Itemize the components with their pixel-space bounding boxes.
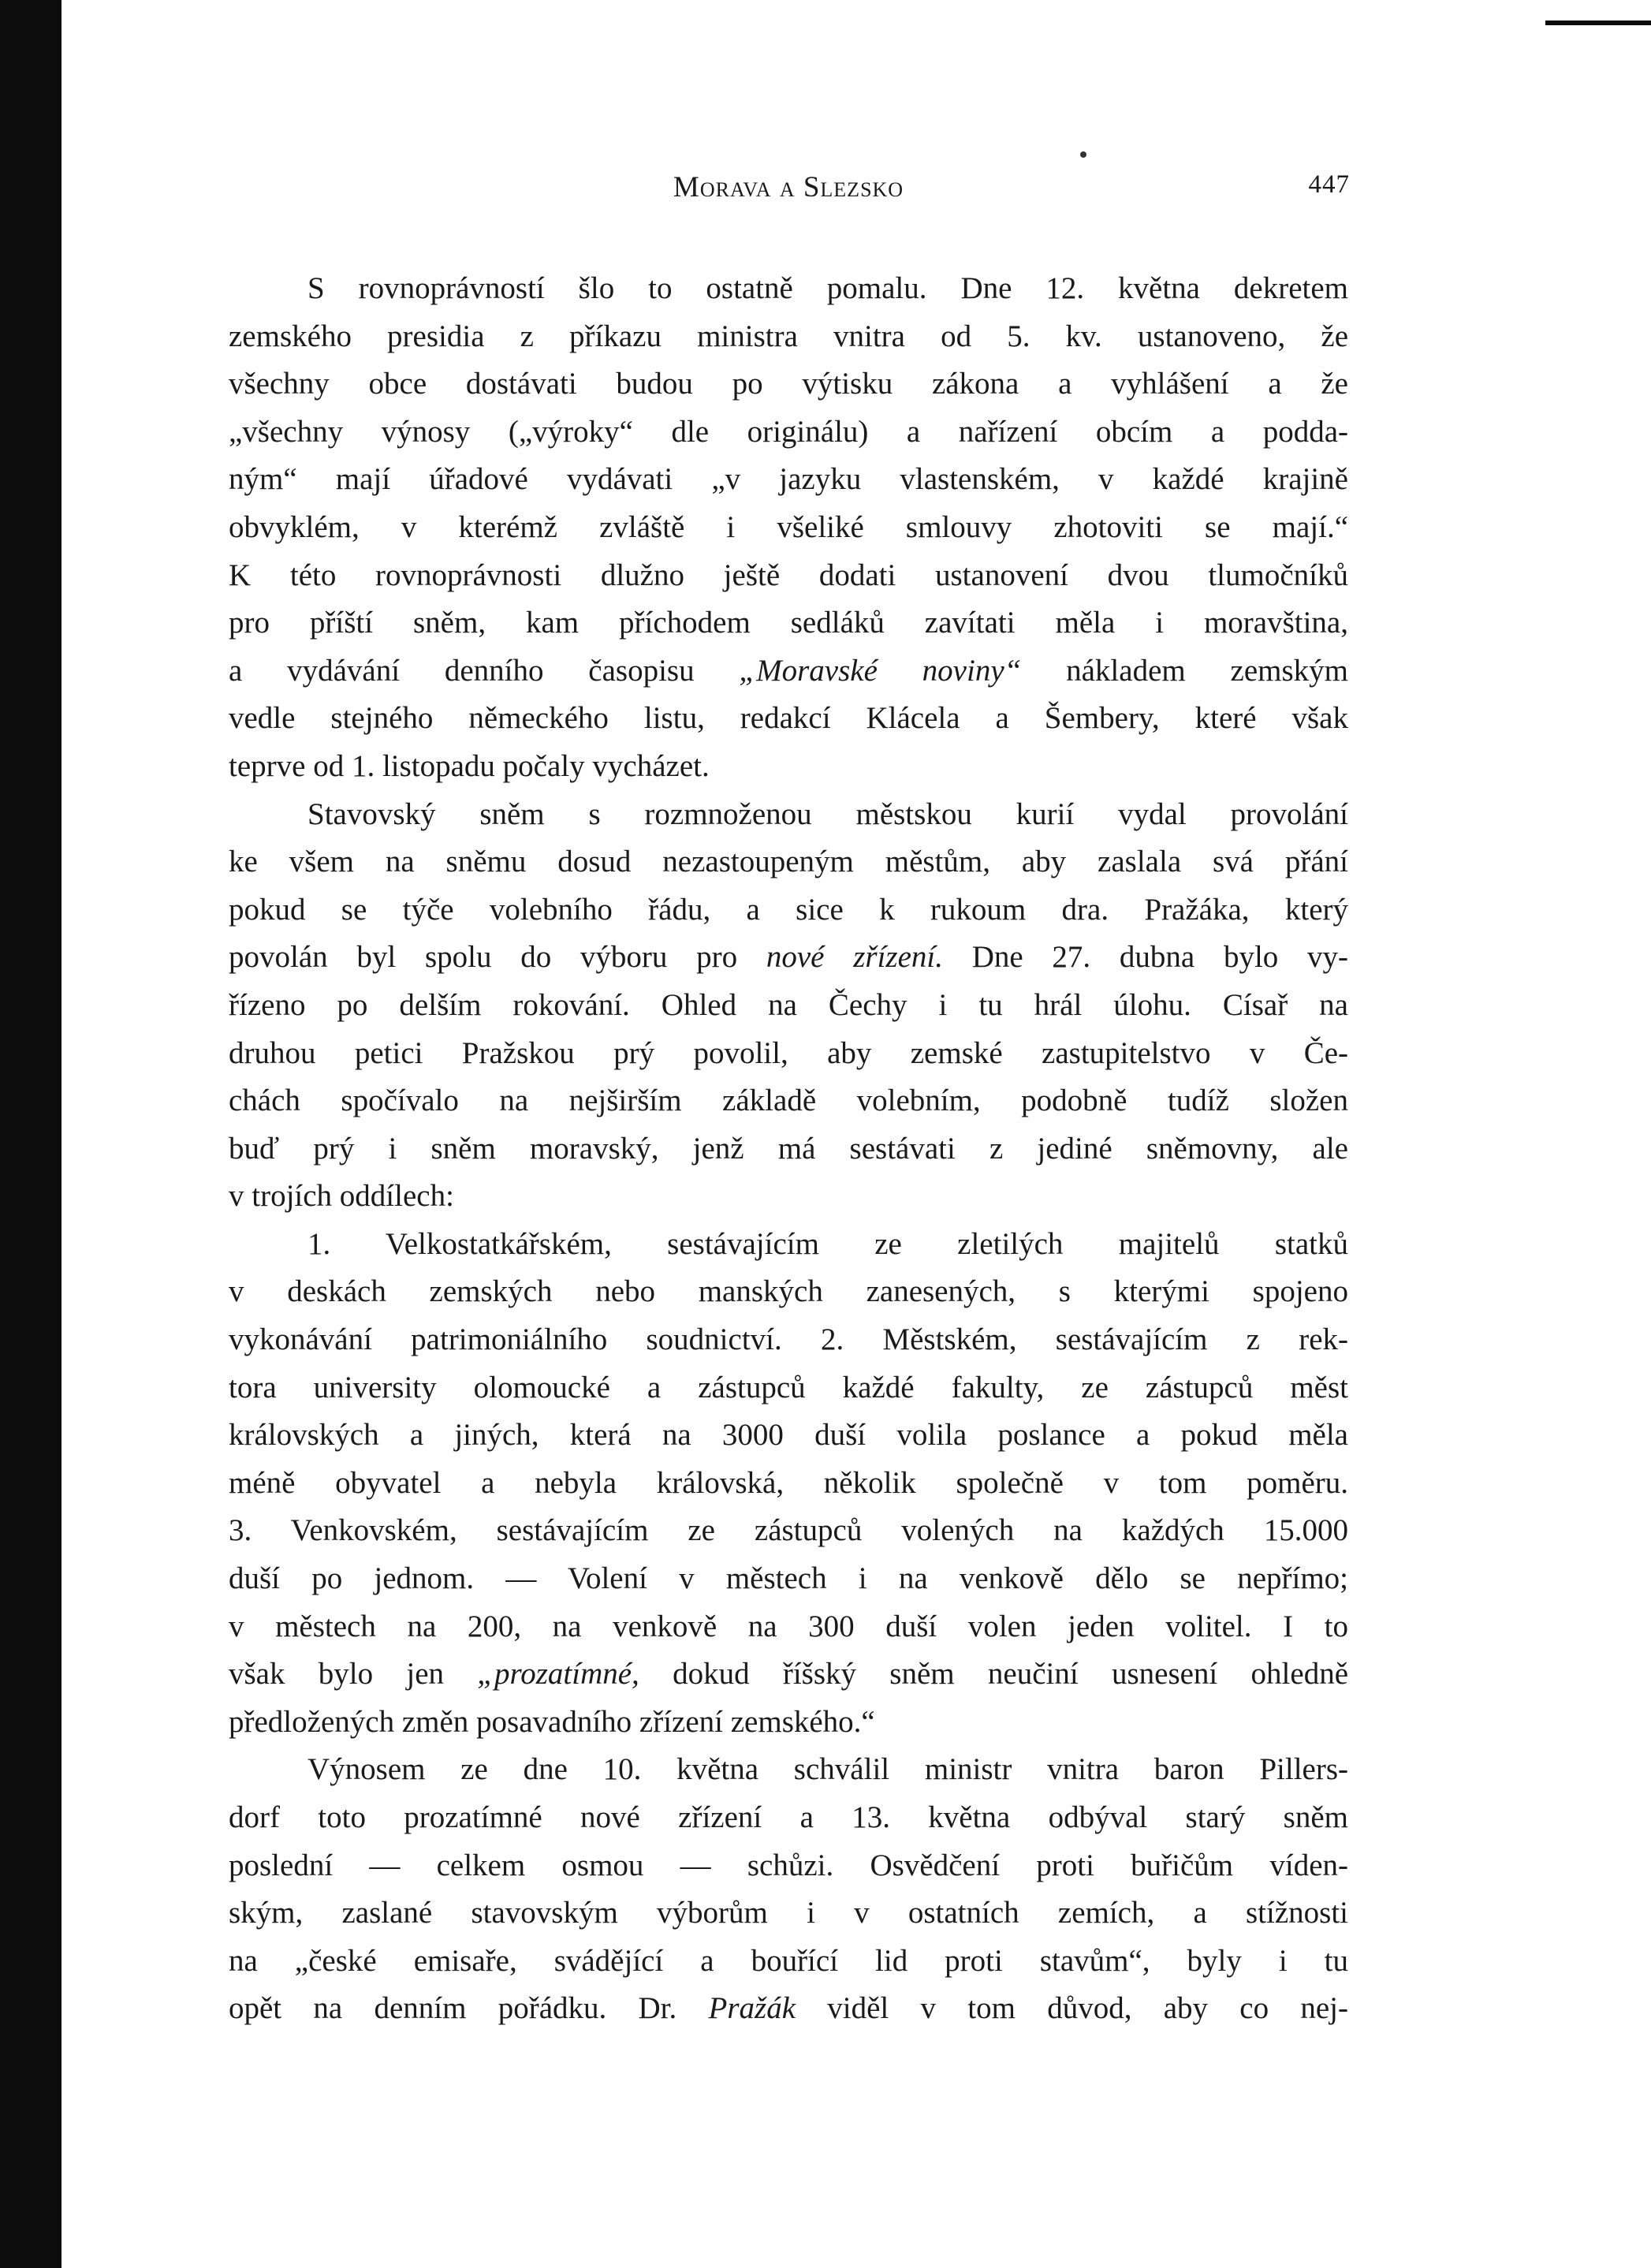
text-line: předložených změn posavadního zřízení zemského.“ — [229, 1704, 875, 1739]
text-line: vedle stejného německého listu, redakcí Klácela a Šembery, které však — [229, 701, 1348, 736]
text-line: druhou petici Pražskou prý povolil, aby zemské zastupitelstvo v Če- — [229, 1035, 1348, 1070]
text-span: Dne 27. dubna bylo vy- — [942, 940, 1348, 975]
text-line: teprve od 1. listopadu počaly vycházet. — [229, 748, 710, 783]
text-line: obvyklém, v kterémž zvláště i všeliké smlouvy zhotoviti se mají.“ — [229, 509, 1348, 544]
scan-top-edge — [1545, 21, 1651, 25]
text-span: viděl v tom důvod, aby co nej- — [796, 1991, 1348, 2026]
text-line: Výnosem ze dne 10. května schválil ministr vnitra baron Pillers- — [307, 1752, 1348, 1787]
text-line: chách spočívalo na nejširším základě volebním, podobně tudíž složen — [229, 1084, 1348, 1118]
text-line: dorf toto prozatímné nové zřízení a 13. května odbýval starý sněm — [229, 1800, 1348, 1834]
italic-span: „prozatímné, — [477, 1657, 639, 1692]
text-line: 1. Velkostatkářském, sestávajícím ze zletilých majitelů statků — [307, 1226, 1348, 1261]
text-line: řízeno po delším rokování. Ohled na Čechy i tu hrál úlohu. Císař na — [229, 987, 1348, 1022]
text-line: v deskách zemských nebo manských zanesených, s kterými spojeno — [229, 1274, 1348, 1309]
text-span: a vydávání denního časopisu — [229, 653, 740, 688]
text-span: povolán byl spolu do výboru pro — [229, 940, 766, 975]
running-head: Morava a Slezsko — [673, 171, 904, 203]
text-line: „všechny výnosy („výroky“ dle originálu) a nařízení obcím a podda- — [229, 414, 1348, 449]
text-line: ským, zaslané stavovským výborům i v ostatních zemích, a stížnosti — [229, 1896, 1348, 1930]
text-span: dokud říšský sněm neučiní usnesení ohledně — [639, 1657, 1348, 1692]
text-line: duší po jednom. — Volení v městech i na venkově dělo se nepřímo; — [229, 1561, 1348, 1596]
text-line: S rovnoprávností šlo to ostatně pomalu. Dne 12. května dekretem — [307, 271, 1348, 305]
text-line: v trojích oddílech: — [229, 1179, 454, 1214]
text-line — [229, 934, 1348, 982]
text-line: zemského presidia z příkazu ministra vnitra od 5. kv. ustanoveno, že — [229, 319, 1348, 353]
text-span: však bylo jen — [229, 1657, 478, 1692]
italic-span: Pražák — [708, 1991, 796, 2026]
text-line: K této rovnoprávnosti dlužno ještě dodati ustanovení dvou tlumočníků — [229, 558, 1348, 592]
page-number: 447 — [1308, 170, 1350, 199]
text-line: pro příští sněm, kam příchodem sedláků zavítati měla i moravština, — [229, 606, 1348, 640]
page-header — [229, 166, 1348, 213]
text-line: pokud se týče volebního řádu, a sice k rukoum dra. Pražáka, který — [229, 892, 1348, 927]
text-line: ke všem na sněmu dosud nezastoupeným městům, aby zaslala svá přání — [229, 845, 1348, 879]
text-line: méně obyvatel a nebyla královská, několik společně v tom poměru. — [229, 1465, 1348, 1500]
scan-left-border — [0, 0, 61, 2268]
text-line: ným“ mají úřadové vydávati „v jazyku vlastenském, v každé krajině — [229, 462, 1348, 497]
text-line: tora university olomoucké a zástupců každé fakulty, ze zástupců měst — [229, 1370, 1348, 1404]
text-line: 3. Venkovském, sestávajícím ze zástupců volených na každých 15.000 — [229, 1513, 1348, 1548]
italic-span: „Moravské noviny“ — [739, 653, 1022, 688]
scan-speck — [1080, 151, 1086, 158]
text-line: v městech na 200, na venkově na 300 duší volen jeden volitel. I to — [229, 1609, 1348, 1643]
text-line: vykonávání patrimoniálního soudnictví. 2. Městském, sestávajícím z rek- — [229, 1322, 1348, 1357]
text-line: všechny obce dostávati budou po výtisku zákona a vyhlášení a že — [229, 367, 1348, 401]
text-line — [229, 1651, 1348, 1699]
text-line: královských a jiných, která na 3000 duší volila poslance a pokud měla — [229, 1418, 1348, 1453]
text-line: poslední — celkem osmou — schůzi. Osvědčení proti buřičům víden- — [229, 1848, 1348, 1882]
text-line: na „české emisaře, svádějící a bouřící lid proti stavům“, byly i tu — [229, 1943, 1348, 1978]
italic-span: nové zřízení. — [766, 940, 943, 975]
body-text — [229, 265, 1348, 2033]
text-line — [229, 647, 1348, 696]
text-span: nákladem zemským — [1021, 653, 1348, 688]
text-line — [229, 1985, 1348, 2033]
text-span: opět na denním pořádku. Dr. — [229, 1991, 709, 2026]
text-line: buď prý i sněm moravský, jenž má sestávati z jediné sněmovny, ale — [229, 1131, 1348, 1166]
text-line: Stavovský sněm s rozmnoženou městskou kurií vydal provolání — [307, 796, 1348, 831]
book-page — [229, 166, 1348, 2033]
